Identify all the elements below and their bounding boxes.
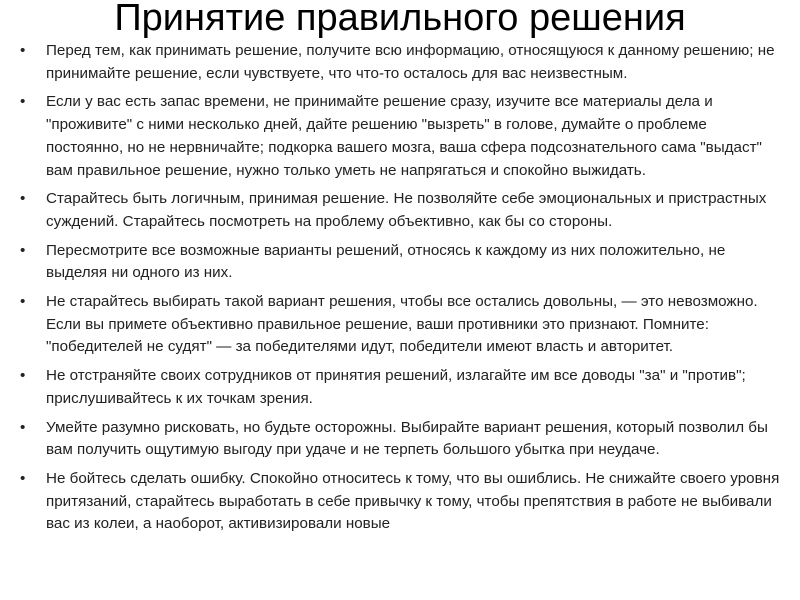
bullet-text: Если у вас есть запас времени, не принимайте решение сразу, изучите все материалы дела и "проживите" с ними несколько дней, дайте решению "вызреть" в голове, думайте о проблеме постоянно, но не нервничайте; подкорка вашего мозга, ваша сфера подсознательного сама "выдаст" вам правильное решение, нужно только уметь не напрягаться и спокойно выжидать.: [46, 93, 762, 179]
bullet-dot-icon: •: [20, 241, 26, 259]
bullet-dot-icon: •: [20, 42, 26, 59]
bullet-list: [18, 40, 788, 542]
bullet-item-6: [18, 365, 788, 410]
bullet-text: Старайтесь быть логичным, принимая решение. Не позволяйте себе эмоциональных и пристрастных суждений. Старайтесь посмотреть на проблему объективно, как бы со стороны.: [46, 190, 767, 230]
bullet-item-1: [18, 40, 788, 85]
bullet-text: Перед тем, как принимать решение, получите всю информацию, относящуюся к данному решению; не принимайте решение, если чувствуете, что что-то осталось для вас неизвестным.: [46, 42, 775, 82]
bullet-dot-icon: •: [20, 293, 26, 311]
bullet-item-3: [18, 188, 788, 233]
bullet-text: Пересмотрите все возможные варианты решений, относясь к каждому из них положительно, не выделяя ни одного из них.: [46, 241, 726, 282]
bullet-item-2: [18, 91, 788, 182]
slide-title: Принятие правильного решения: [114, 0, 686, 39]
bullet-dot-icon: •: [20, 469, 26, 487]
bullet-dot-icon: •: [20, 190, 26, 208]
bullet-item-4: [18, 240, 788, 285]
bullet-text: Не старайтесь выбирать такой вариант решения, чтобы все остались довольны, — это невозможно. Если вы примете объективно правильное решение, ваши противники это признают. Помните: "победителей не судят" — за победителями идут, победители имеют власть и авторитет.: [46, 293, 758, 356]
bullet-text: Не бойтесь сделать ошибку. Спокойно относитесь к тому, что вы ошиблись. Не снижайте своего уровня притязаний, старайтесь выработать в себе привычку к тому, чтобы препятствия в работе не выбивали вас из колеи, а наоборот, активизировали новые: [46, 469, 780, 533]
bullet-dot-icon: •: [20, 418, 26, 436]
bullet-text: Не отстраняйте своих сотрудников от принятия решений, излагайте им все доводы "за" и "против"; прислушивайтесь к их точкам зрения.: [46, 367, 746, 407]
bullet-item-5: [18, 291, 788, 359]
bullet-dot-icon: •: [20, 93, 26, 111]
bullet-item-7: [18, 417, 788, 462]
bullet-item-8: [18, 468, 788, 536]
bullet-text: Умейте разумно рисковать, но будьте осторожны. Выбирайте вариант решения, который позволил бы вам получить ощутимую выгоду при удаче и не терпеть большого убытка при неудаче.: [46, 418, 768, 459]
bullet-dot-icon: •: [20, 367, 26, 385]
